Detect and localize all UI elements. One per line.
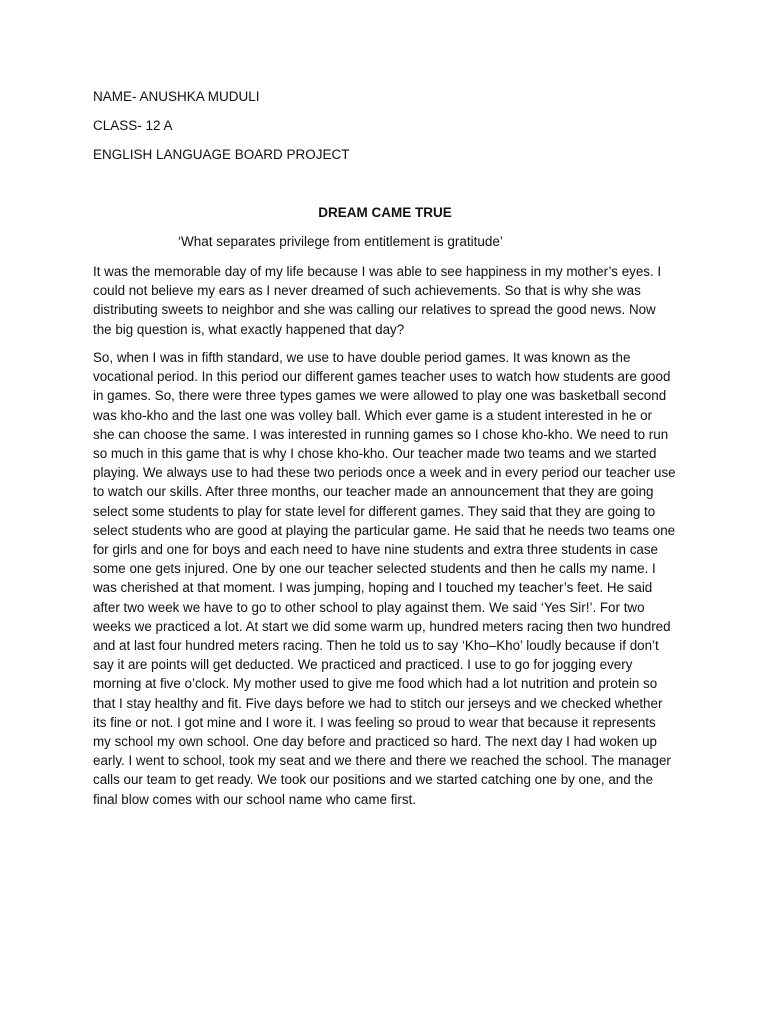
essay-title: DREAM CAME TRUE [318, 205, 452, 220]
student-class-line: CLASS- 12 A [93, 118, 173, 133]
essay-quote: ‘What separates privilege from entitlement is gratitude’ [178, 234, 503, 249]
essay-paragraph: So, when I was in fifth standard, we use to have double period games. It was known as the vocational period. In this period our different games teacher uses to watch how students are good in games. So, there were three types games we were allowed to play one was basketball second was kho-kho and the last one was volley ball. Which ever game is a student interested in he or she can choose the same. I was interested in running games so I chose kho-kho. We need to run so much in this game that is why I chose kho-kho. Our teacher made two teams and we started playing. We always use to had these two periods once a week and in every period our teacher use to watch our skills. After three months, our teacher made an announcement that they are going select some students to play for state level for different games. They said that they are going to select students who are good at playing the particular game. He said that he needs two teams one for girls and one for boys and each need to have nine students and extra three students in case some one gets injured. One by one our teacher selected students and then he calls my name. I was cherished at that moment. I was jumping, hoping and I touched my teacher’s feet. He said after two week we have to go to other school to play against them. We said ‘Yes Sir!’. For two weeks we practiced a lot. At start we did some warm up, hundred meters racing then two hundred and at last four hundred meters racing. Then he told us to say ‘Kho–Kho’ loudly because if don’t say it are points will get deducted. We practiced and practiced. I use to go for jogging every morning at five o’clock. My mother used to give me food which had a lot nutrition and protein so that I stay healthy and fit. Five days before we had to stitch our jerseys and we checked whether its fine or not. I got mine and I wore it. I was feeling so proud to wear that because it represents my school my own school. One day before and practiced so hard. The next day I had woken up early. I went to school, took my seat and we there and there we reached the school. The manager calls our team to get ready. We took our positions and we started catching one by one, and the final blow comes with our school name who came first. [93, 350, 676, 807]
student-name-line: NAME- ANUSHKA MUDULI [93, 89, 260, 104]
essay-paragraph: It was the memorable day of my life because I was able to see happiness in my mother’s eyes. I could not believe my ears as I never dreamed of such achievements. So that is why she was distributing sweets to neighbor and she was calling our relatives to spread the good news. Now the big question is, what exactly happened that day? [93, 264, 662, 337]
project-title-line: ENGLISH LANGUAGE BOARD PROJECT [93, 147, 350, 162]
